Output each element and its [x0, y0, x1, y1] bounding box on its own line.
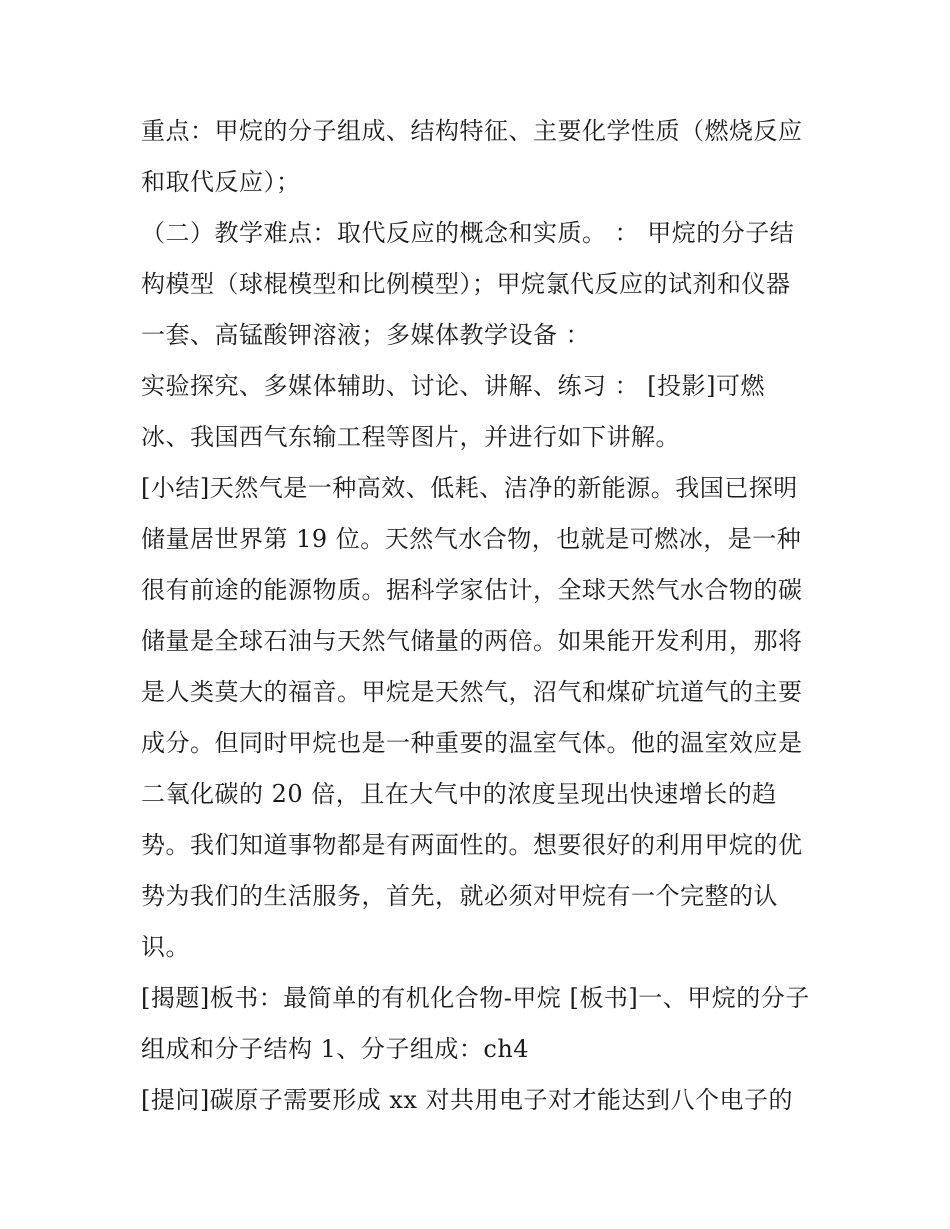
text-line-9: 储量居世界第 19 位。天然气水合物，也就是可燃冰，是一种 — [141, 525, 802, 553]
text-line-10: 很有前途的能源物质。据科学家估计，全球天然气水合物的碳 — [141, 576, 803, 604]
text-line-3: （二）教学难点：取代反应的概念和实质。 ： 甲烷的分子结 — [141, 219, 795, 247]
text-line-13: 成分。但同时甲烷也是一种重要的温室气体。他的温室效应是 — [141, 729, 803, 757]
text-line-17: 识。 — [141, 933, 190, 961]
text-line-16: 势为我们的生活服务，首先，就必须对甲烷有一个完整的认 — [141, 882, 778, 910]
text-line-4: 构模型（球棍模型和比例模型）；甲烷氯代反应的试剂和仪器 — [141, 270, 791, 298]
text-line-20: [提问]碳原子需要形成 xx 对共用电子对才能达到八个电子的 — [141, 1086, 794, 1114]
text-line-1: 重点：甲烷的分子组成、结构特征、主要化学性质（燃烧反应 — [141, 117, 803, 145]
text-line-2: 和取代反应）； — [141, 168, 301, 196]
text-line-7: 冰、我国西气东输工程等图片，并进行如下讲解。 — [141, 423, 680, 451]
text-line-19: 组成和分子结构 1、分子组成：ch4 — [141, 1035, 530, 1063]
text-line-8: [小结]天然气是一种高效、低耗、洁净的新能源。我国已探明 — [141, 474, 798, 502]
text-line-11: 储量是全球石油与天然气储量的两倍。如果能开发利用，那将 — [141, 627, 803, 655]
text-line-14: 二氧化碳的 20 倍，且在大气中的浓度呈现出快速增长的趋 — [141, 780, 777, 808]
body-text — [141, 106, 831, 1126]
text-line-18: [揭题]板书：最简单的有机化合物-甲烷 [板书]一、甲烷的分子 — [141, 984, 810, 1012]
text-line-6: 实验探究、多媒体辅助、讨论、讲解、练习 ： [投影]可燃 — [141, 372, 765, 400]
text-line-12: 是人类莫大的福音。甲烷是天然气，沼气和煤矿坑道气的主要 — [141, 678, 803, 706]
text-line-15: 势。我们知道事物都是有两面性的。想要很好的利用甲烷的优 — [141, 831, 803, 859]
text-line-5: 一套、高锰酸钾溶液；多媒体教学设备 ： — [141, 321, 591, 349]
